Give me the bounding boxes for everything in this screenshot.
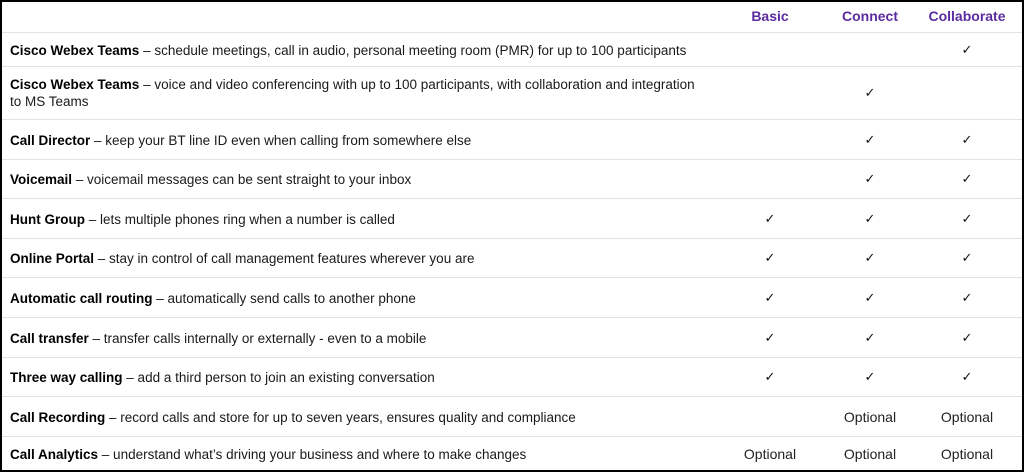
feature-description bbox=[10, 250, 730, 267]
table-row bbox=[2, 238, 1022, 278]
feature-name: Hunt Group bbox=[10, 212, 85, 227]
check-icon-basic: ✓ bbox=[764, 330, 776, 345]
cell-basic: Optional bbox=[743, 446, 797, 462]
feature-description bbox=[10, 290, 730, 307]
feature-detail: – understand what’s driving your business and where to make changes bbox=[98, 447, 527, 462]
feature-name: Online Portal bbox=[10, 251, 95, 266]
feature-name: Call Recording bbox=[10, 410, 106, 425]
feature-detail: – automatically send calls to another phone bbox=[152, 291, 416, 306]
check-icon-connect: ✓ bbox=[864, 369, 876, 384]
table-row bbox=[2, 198, 1022, 239]
check-icon-basic: ✓ bbox=[764, 250, 776, 265]
column-header-connect: Connect bbox=[842, 8, 898, 24]
column-header-basic: Basic bbox=[751, 8, 789, 24]
feature-detail: – transfer calls internally or externally - even to a mobile bbox=[88, 331, 427, 346]
feature-description bbox=[10, 132, 730, 149]
check-icon-basic: ✓ bbox=[764, 369, 776, 384]
check-icon-collaborate: ✓ bbox=[961, 211, 973, 226]
feature-detail: – lets multiple phones ring when a number is called bbox=[84, 212, 395, 227]
table-row bbox=[2, 159, 1022, 199]
table-row bbox=[2, 119, 1022, 160]
check-icon-connect: ✓ bbox=[864, 132, 876, 147]
feature-description bbox=[10, 446, 730, 463]
check-icon-collaborate: ✓ bbox=[961, 250, 973, 265]
table-header bbox=[2, 2, 1022, 32]
table-row bbox=[2, 317, 1022, 358]
feature-detail: – add a third person to join an existing conversation bbox=[122, 370, 435, 385]
feature-name: Voicemail bbox=[10, 172, 73, 187]
feature-name: Three way calling bbox=[10, 370, 123, 385]
check-icon-connect: ✓ bbox=[864, 250, 876, 265]
table-row bbox=[2, 396, 1022, 437]
table-row bbox=[2, 277, 1022, 318]
check-icon-basic: ✓ bbox=[764, 211, 776, 226]
feature-name: Cisco Webex Teams bbox=[10, 43, 140, 58]
cell-connect: Optional bbox=[843, 446, 897, 462]
feature-description bbox=[10, 369, 730, 386]
check-icon-connect: ✓ bbox=[864, 85, 876, 100]
cell-collaborate: Optional bbox=[940, 446, 994, 462]
feature-name: Call Director bbox=[10, 133, 91, 148]
feature-description bbox=[10, 76, 700, 110]
check-icon-collaborate: ✓ bbox=[961, 330, 973, 345]
feature-name: Cisco Webex Teams bbox=[10, 77, 140, 92]
check-icon-collaborate: ✓ bbox=[961, 290, 973, 305]
check-icon-collaborate: ✓ bbox=[961, 369, 973, 384]
check-icon-collaborate: ✓ bbox=[961, 171, 973, 186]
cell-connect: Optional bbox=[843, 409, 897, 425]
check-icon-connect: ✓ bbox=[864, 290, 876, 305]
check-icon-basic: ✓ bbox=[764, 290, 776, 305]
feature-detail: – record calls and store for up to seven years, ensures quality and compliance bbox=[105, 410, 576, 425]
cell-collaborate: Optional bbox=[940, 409, 994, 425]
feature-detail: – voicemail messages can be sent straight to your inbox bbox=[72, 172, 412, 187]
feature-name: Call transfer bbox=[10, 331, 89, 346]
column-header-collaborate: Collaborate bbox=[928, 8, 1006, 24]
table-row bbox=[2, 32, 1022, 67]
check-icon-collaborate: ✓ bbox=[961, 42, 973, 57]
feature-detail: – stay in control of call management features wherever you are bbox=[94, 251, 475, 266]
check-icon-connect: ✓ bbox=[864, 330, 876, 345]
feature-description bbox=[10, 409, 730, 426]
feature-description bbox=[10, 171, 730, 188]
feature-detail: – schedule meetings, call in audio, personal meeting room (PMR) for up to 100 participants bbox=[139, 43, 687, 58]
check-icon-connect: ✓ bbox=[864, 211, 876, 226]
feature-detail: – keep your BT line ID even when calling from somewhere else bbox=[90, 133, 472, 148]
check-icon-collaborate: ✓ bbox=[961, 132, 973, 147]
feature-name: Call Analytics bbox=[10, 447, 99, 462]
table-row bbox=[2, 66, 1022, 120]
feature-description bbox=[10, 42, 730, 59]
feature-name: Automatic call routing bbox=[10, 291, 153, 306]
feature-description bbox=[10, 330, 730, 347]
feature-description bbox=[10, 211, 730, 228]
feature-detail: – voice and video conferencing with up to 100 participants, with collaboration and integration to MS Teams bbox=[10, 77, 695, 109]
table-row bbox=[2, 436, 1022, 471]
table-row bbox=[2, 357, 1022, 397]
check-icon-connect: ✓ bbox=[864, 171, 876, 186]
